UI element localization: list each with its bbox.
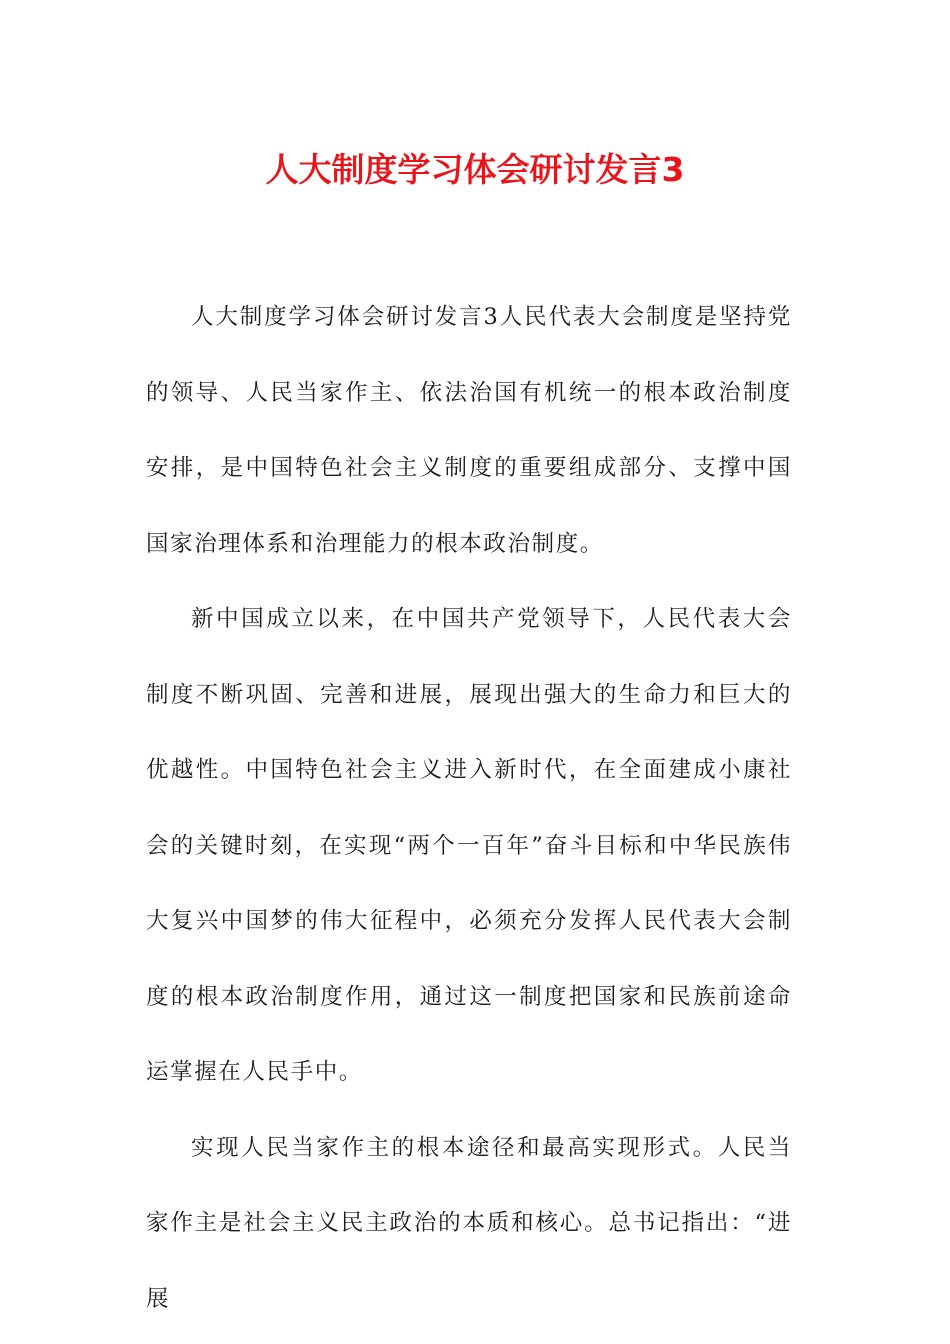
document-body: [146, 280, 792, 1337]
paragraph: 人大制度学习体会研讨发言3人民代表大会制度是坚持党的领导、人民当家作主、依法治国有机统一的根本政治制度安排，是中国特色社会主义制度的重要组成部分、支撑中国国家治理体系和治理能力的根本政治制度。: [146, 304, 792, 557]
paragraph: 新中国成立以来，在中国共产党领导下，人民代表大会制度不断巩固、完善和进展，展现出强大的生命力和巨大的优越性。中国特色社会主义进入新时代，在全面建成小康社会的关键时刻，在实现“两个一百年”奋斗目标和中华民族伟大复兴中国梦的伟大征程中，必须充分发挥人民代表大会制度的根本政治制度作用，通过这一制度把国家和民族前途命运掌握在人民手中。: [146, 606, 792, 1085]
paragraph: 实现人民当家作主的根本途径和最高实现形式。人民当家作主是社会主义民主政治的本质和核心。总书记指出：“进展: [146, 1134, 792, 1312]
document-title: 人大制度学习体会研讨发言3: [265, 150, 685, 189]
